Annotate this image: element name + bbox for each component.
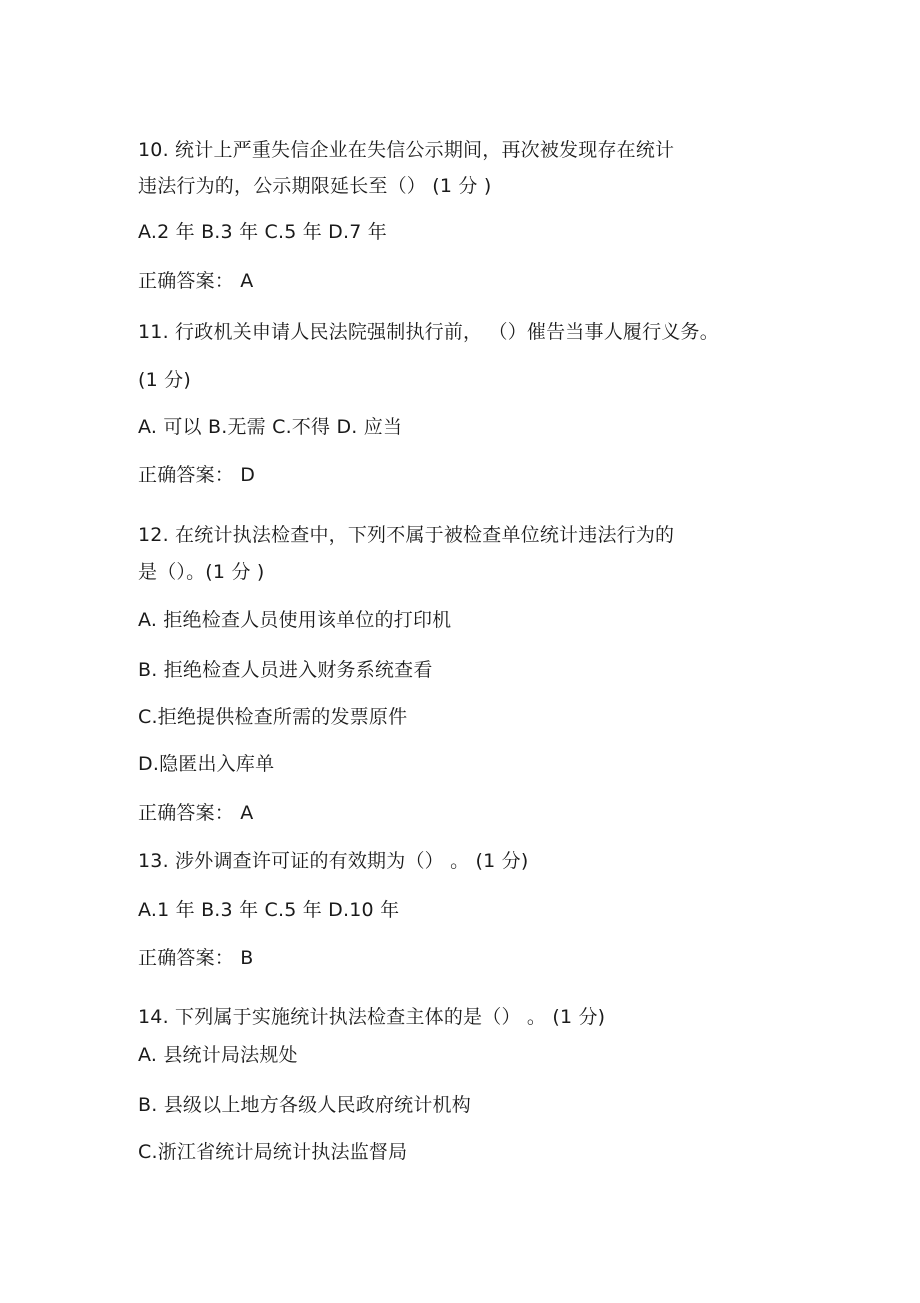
question-12-answer: 正确答案： A xyxy=(138,802,254,824)
question-10-text-line-2: 违法行为的，公示期限延长至（） (1 分 ) xyxy=(138,175,492,197)
question-12-option-b: B. 拒绝检查人员进入财务系统查看 xyxy=(138,659,433,681)
question-14-option-b: B. 县级以上地方各级人民政府统计机构 xyxy=(138,1094,471,1116)
question-13-answer: 正确答案： B xyxy=(138,947,254,969)
question-11-text-line-1: 11. 行政机关申请人民法院强制执行前， （）催告当事人履行义务。 xyxy=(138,321,719,343)
question-10-answer: 正确答案： A xyxy=(138,270,254,292)
question-14-option-a: A. 县统计局法规处 xyxy=(138,1044,298,1066)
question-13-options: A.1 年 B.3 年 C.5 年 D.10 年 xyxy=(138,899,400,921)
question-13-text-line-1: 13. 涉外调查许可证的有效期为（） 。 (1 分) xyxy=(138,850,529,872)
question-14-option-c: C.浙江省统计局统计执法监督局 xyxy=(138,1141,408,1163)
question-12-option-d: D.隐匿出入库单 xyxy=(138,753,275,775)
question-11-answer: 正确答案： D xyxy=(138,464,256,486)
question-10-options: A.2 年 B.3 年 C.5 年 D.7 年 xyxy=(138,221,387,243)
question-11-text-line-2: (1 分) xyxy=(138,369,191,391)
question-12-option-a: A. 拒绝检查人员使用该单位的打印机 xyxy=(138,609,452,631)
question-14-text-line-1: 14. 下列属于实施统计执法检查主体的是（） 。 (1 分) xyxy=(138,1006,606,1028)
question-12-text-line-2: 是（）。(1 分 ) xyxy=(138,561,265,583)
question-10-text-line-1: 10. 统计上严重失信企业在失信公示期间，再次被发现存在统计 xyxy=(138,139,675,161)
question-12-text-line-1: 12. 在统计执法检查中，下列不属于被检查单位统计违法行为的 xyxy=(138,524,675,546)
question-11-options: A. 可以 B.无需 C.不得 D. 应当 xyxy=(138,416,403,438)
question-12-option-c: C.拒绝提供检查所需的发票原件 xyxy=(138,706,408,728)
